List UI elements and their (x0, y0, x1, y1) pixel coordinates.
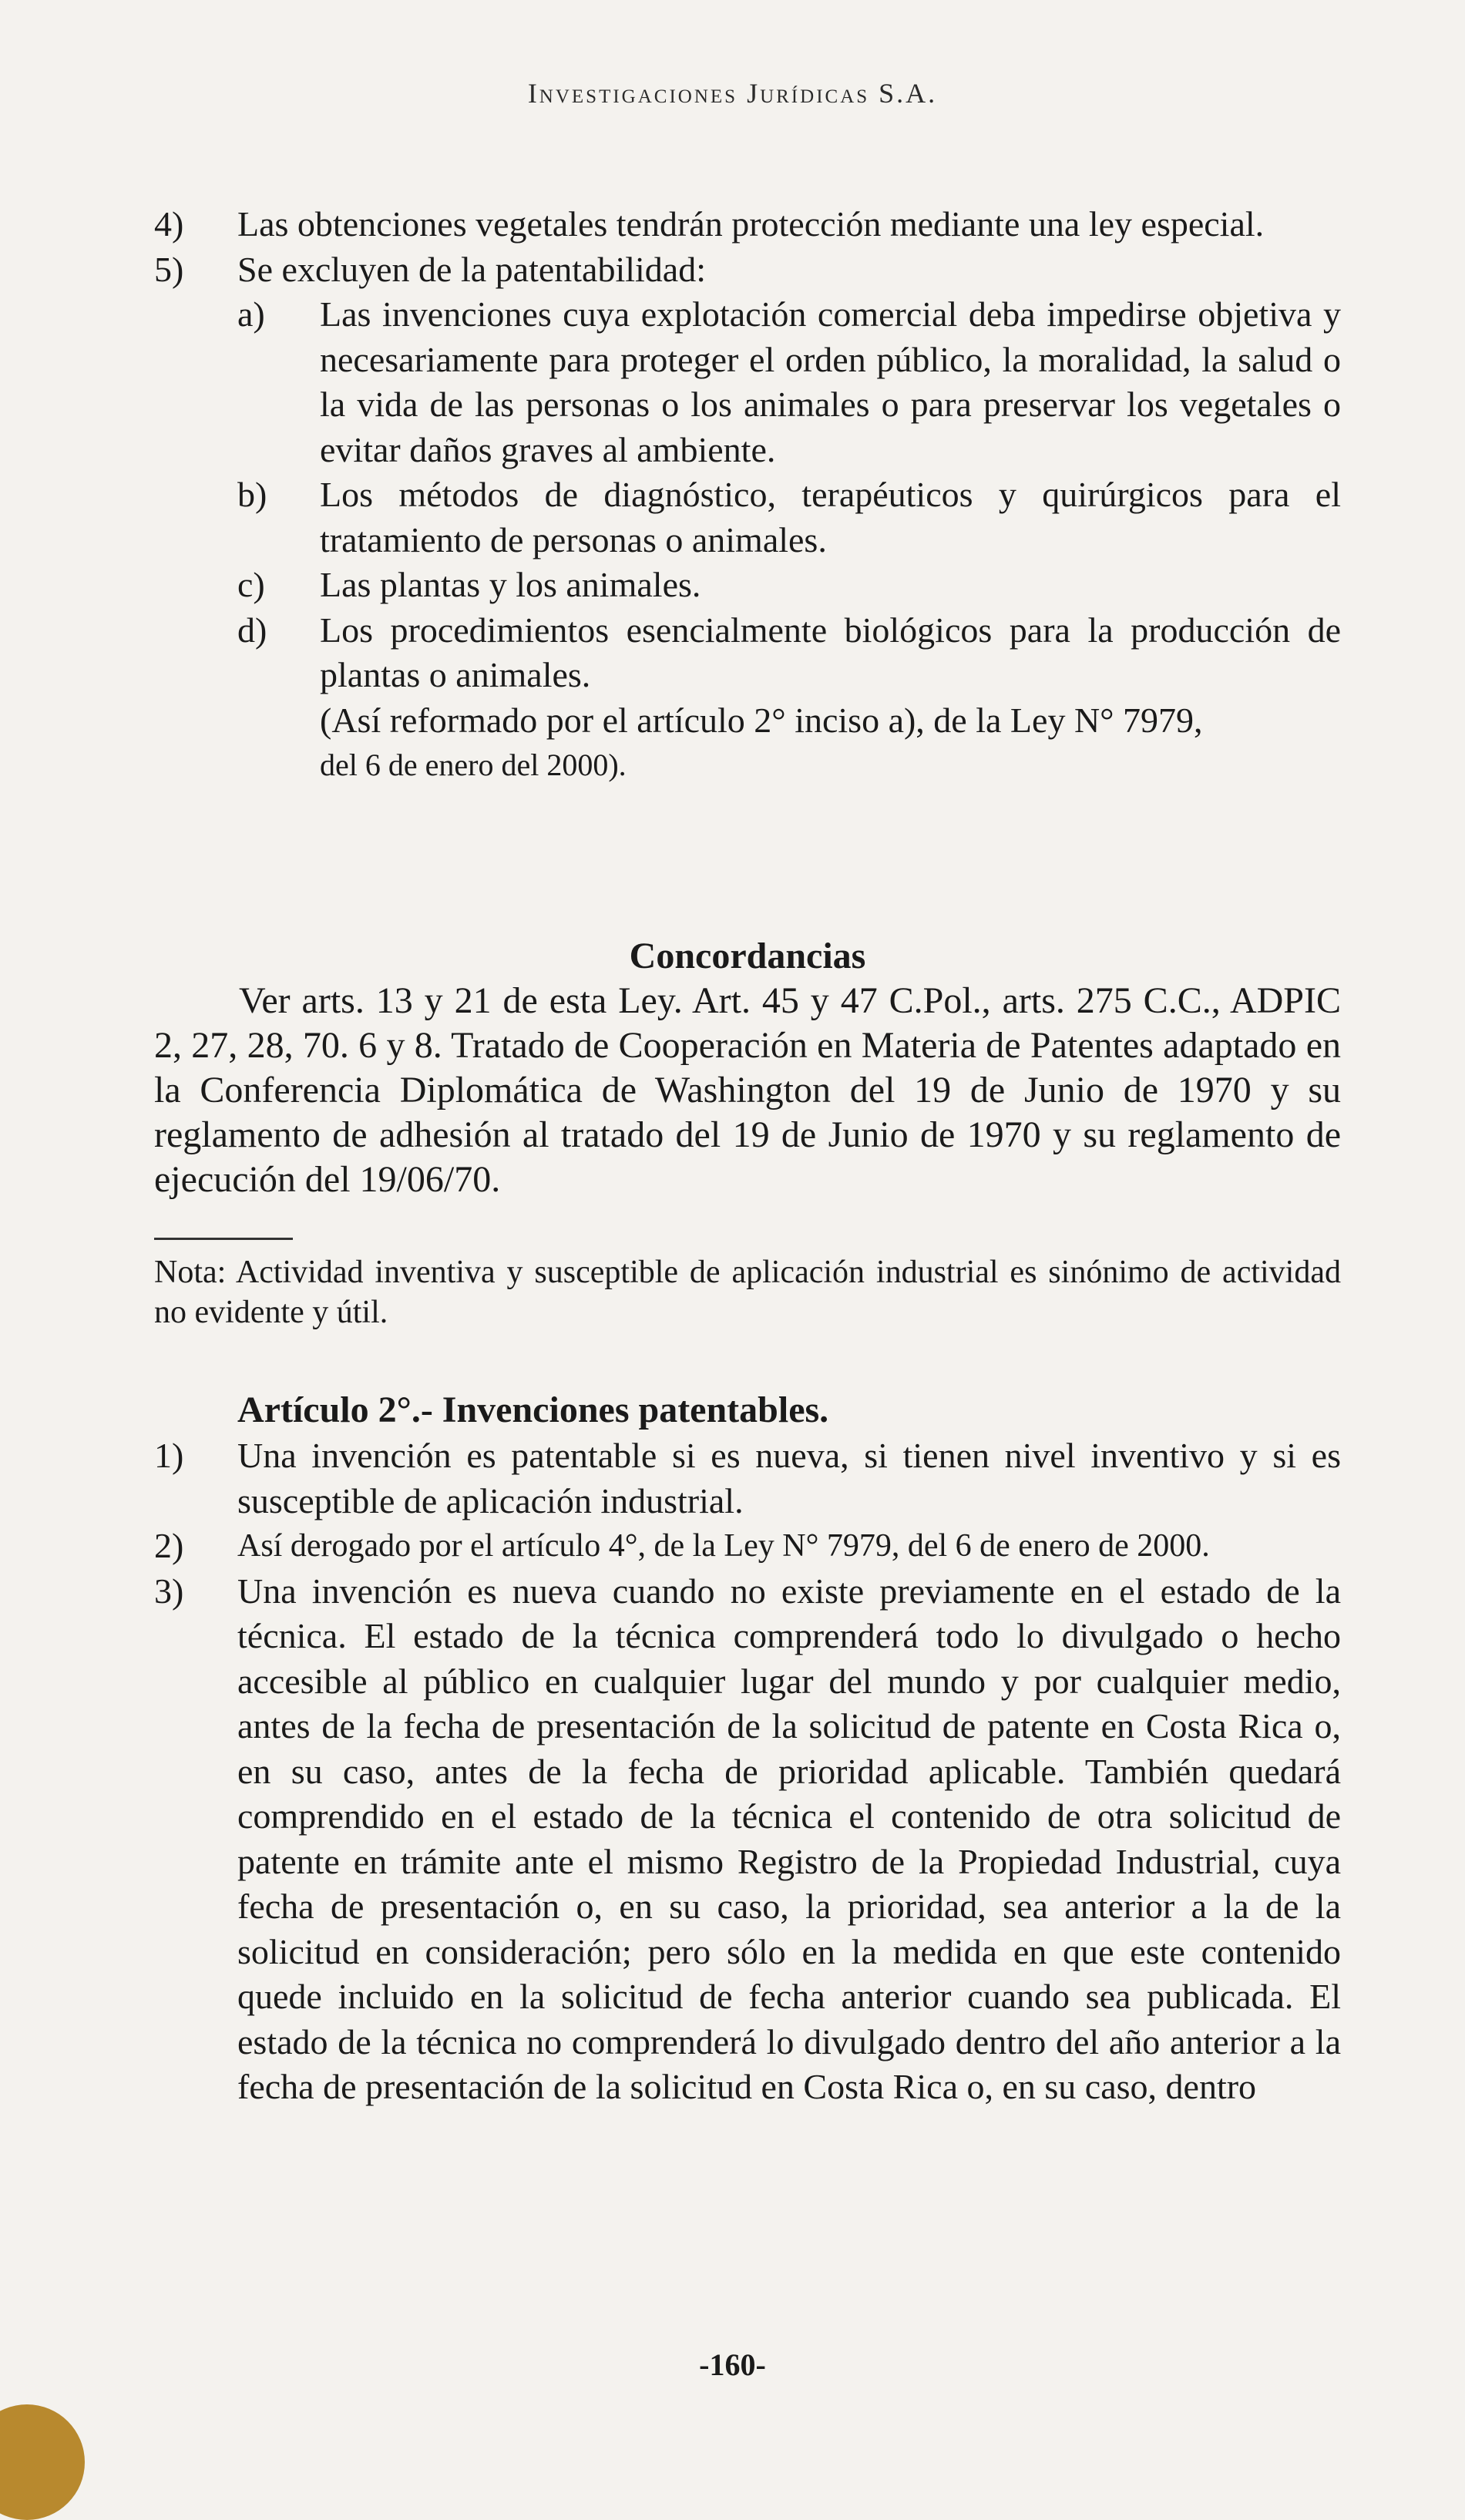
sub-list-item (154, 292, 1341, 472)
item-letter: a) (237, 294, 265, 334)
footnote-text: Nota: Actividad inventiva y susceptible de aplicación industrial es sinónimo de actividad no evidente y útil. (154, 1255, 1341, 1330)
sub-list-item (154, 472, 1341, 563)
exclusions-list (154, 202, 1341, 788)
item-number: 4) (154, 204, 184, 244)
page-number: -160- (699, 2347, 766, 2382)
item-number: 2) (154, 1526, 184, 1565)
item-text: Las invenciones cuya explotación comercial deba impedirse objetiva y necesariamente para proteger el orden público, la moralidad, la salud o la vida de las personas o los animales o para preservar los vegetales o evitar daños graves al ambiente. (320, 294, 1341, 469)
article-2-section (154, 1387, 1341, 2110)
running-header: Investigaciones Jurídicas S.A. (527, 78, 938, 109)
item-text: Los procedimientos esencialmente biológicos para la producción de plantas o animales. (320, 610, 1341, 694)
reform-note (154, 698, 1341, 788)
article-title: Artículo 2°.- Invenciones patentables. (237, 1389, 829, 1430)
item-text: Así derogado por el artículo 4°, de la Ley N° 7979, del 6 de enero de 2000. (237, 1528, 1210, 1564)
item-text: Una invención es patentable si es nueva, si tienen nivel inventivo y si es susceptible de aplicación industrial. (237, 1436, 1341, 1520)
item-number: 3) (154, 1571, 184, 1611)
item-letter: b) (237, 475, 267, 514)
item-text: Los métodos de diagnóstico, terapéuticos y quirúrgicos para el tratamiento de personas o animales. (320, 475, 1341, 559)
page-corner-stain (0, 2404, 85, 2520)
reform-note-line2: del 6 de enero del 2000). (320, 748, 627, 782)
item-letter: d) (237, 610, 267, 650)
concordancias-text: Ver arts. 13 y 21 de esta Ley. Art. 45 y 47 C.Pol., arts. 275 C.C., ADPIC 2, 27, 28, 70. 6 y 8. Tratado de Cooperación en Materia de Patentes adaptado en la Conferencia Diplomática de Washington del 19 de Junio de 1970 y su reglamento de adhesión al tratado del 19 de Junio de 1970 y su reglamento de ejecución del 19/06/70. (154, 980, 1341, 1200)
item-text: Las plantas y los animales. (320, 565, 701, 604)
section-heading: Concordancias (629, 936, 866, 976)
reform-note-line1: (Así reformado por el artículo 2° inciso a), de la Ley N° 7979, (320, 700, 1203, 740)
list-item (154, 1569, 1341, 2110)
item-number: 5) (154, 249, 184, 289)
list-item (154, 1524, 1341, 1569)
item-letter: c) (237, 565, 265, 604)
footnote-divider (154, 1238, 293, 1240)
item-text: Una invención es nueva cuando no existe previamente en el estado de la técnica. El estado de la técnica comprenderá todo lo divulgado o hecho accesible al público en cualquier lugar del mundo y por cualquier medio, antes de la fecha de presentación de la solicitud de patente en Costa Rica o, en su caso, antes de la fecha de prioridad aplicable. También quedará comprendido en el estado de la técnica el contenido de otra solicitud de patente en trámite ante el mismo Registro de la Propiedad Industrial, cuya fecha de presentación o, en su caso, la prioridad, sea anterior a la de la solicitud en consideración; pero sólo en la medida en que este contenido quede incluido en la solicitud de fecha anterior cuando sea publicada. El estado de la técnica no comprenderá lo divulgado dentro del año anterior a la fecha de presentación de la solicitud en Costa Rica o, en su caso, dentro (237, 1571, 1341, 2106)
concordancias-section (154, 934, 1341, 1202)
item-text: Se excluyen de la patentabilidad: (237, 249, 706, 289)
item-text: Las obtenciones vegetales tendrán protección mediante una ley especial. (237, 204, 1265, 244)
sub-list-item (154, 563, 1341, 608)
list-item (154, 1433, 1341, 1524)
list-item (154, 247, 1341, 293)
item-number: 1) (154, 1436, 184, 1475)
list-item (154, 202, 1341, 247)
sub-list-item (154, 608, 1341, 698)
